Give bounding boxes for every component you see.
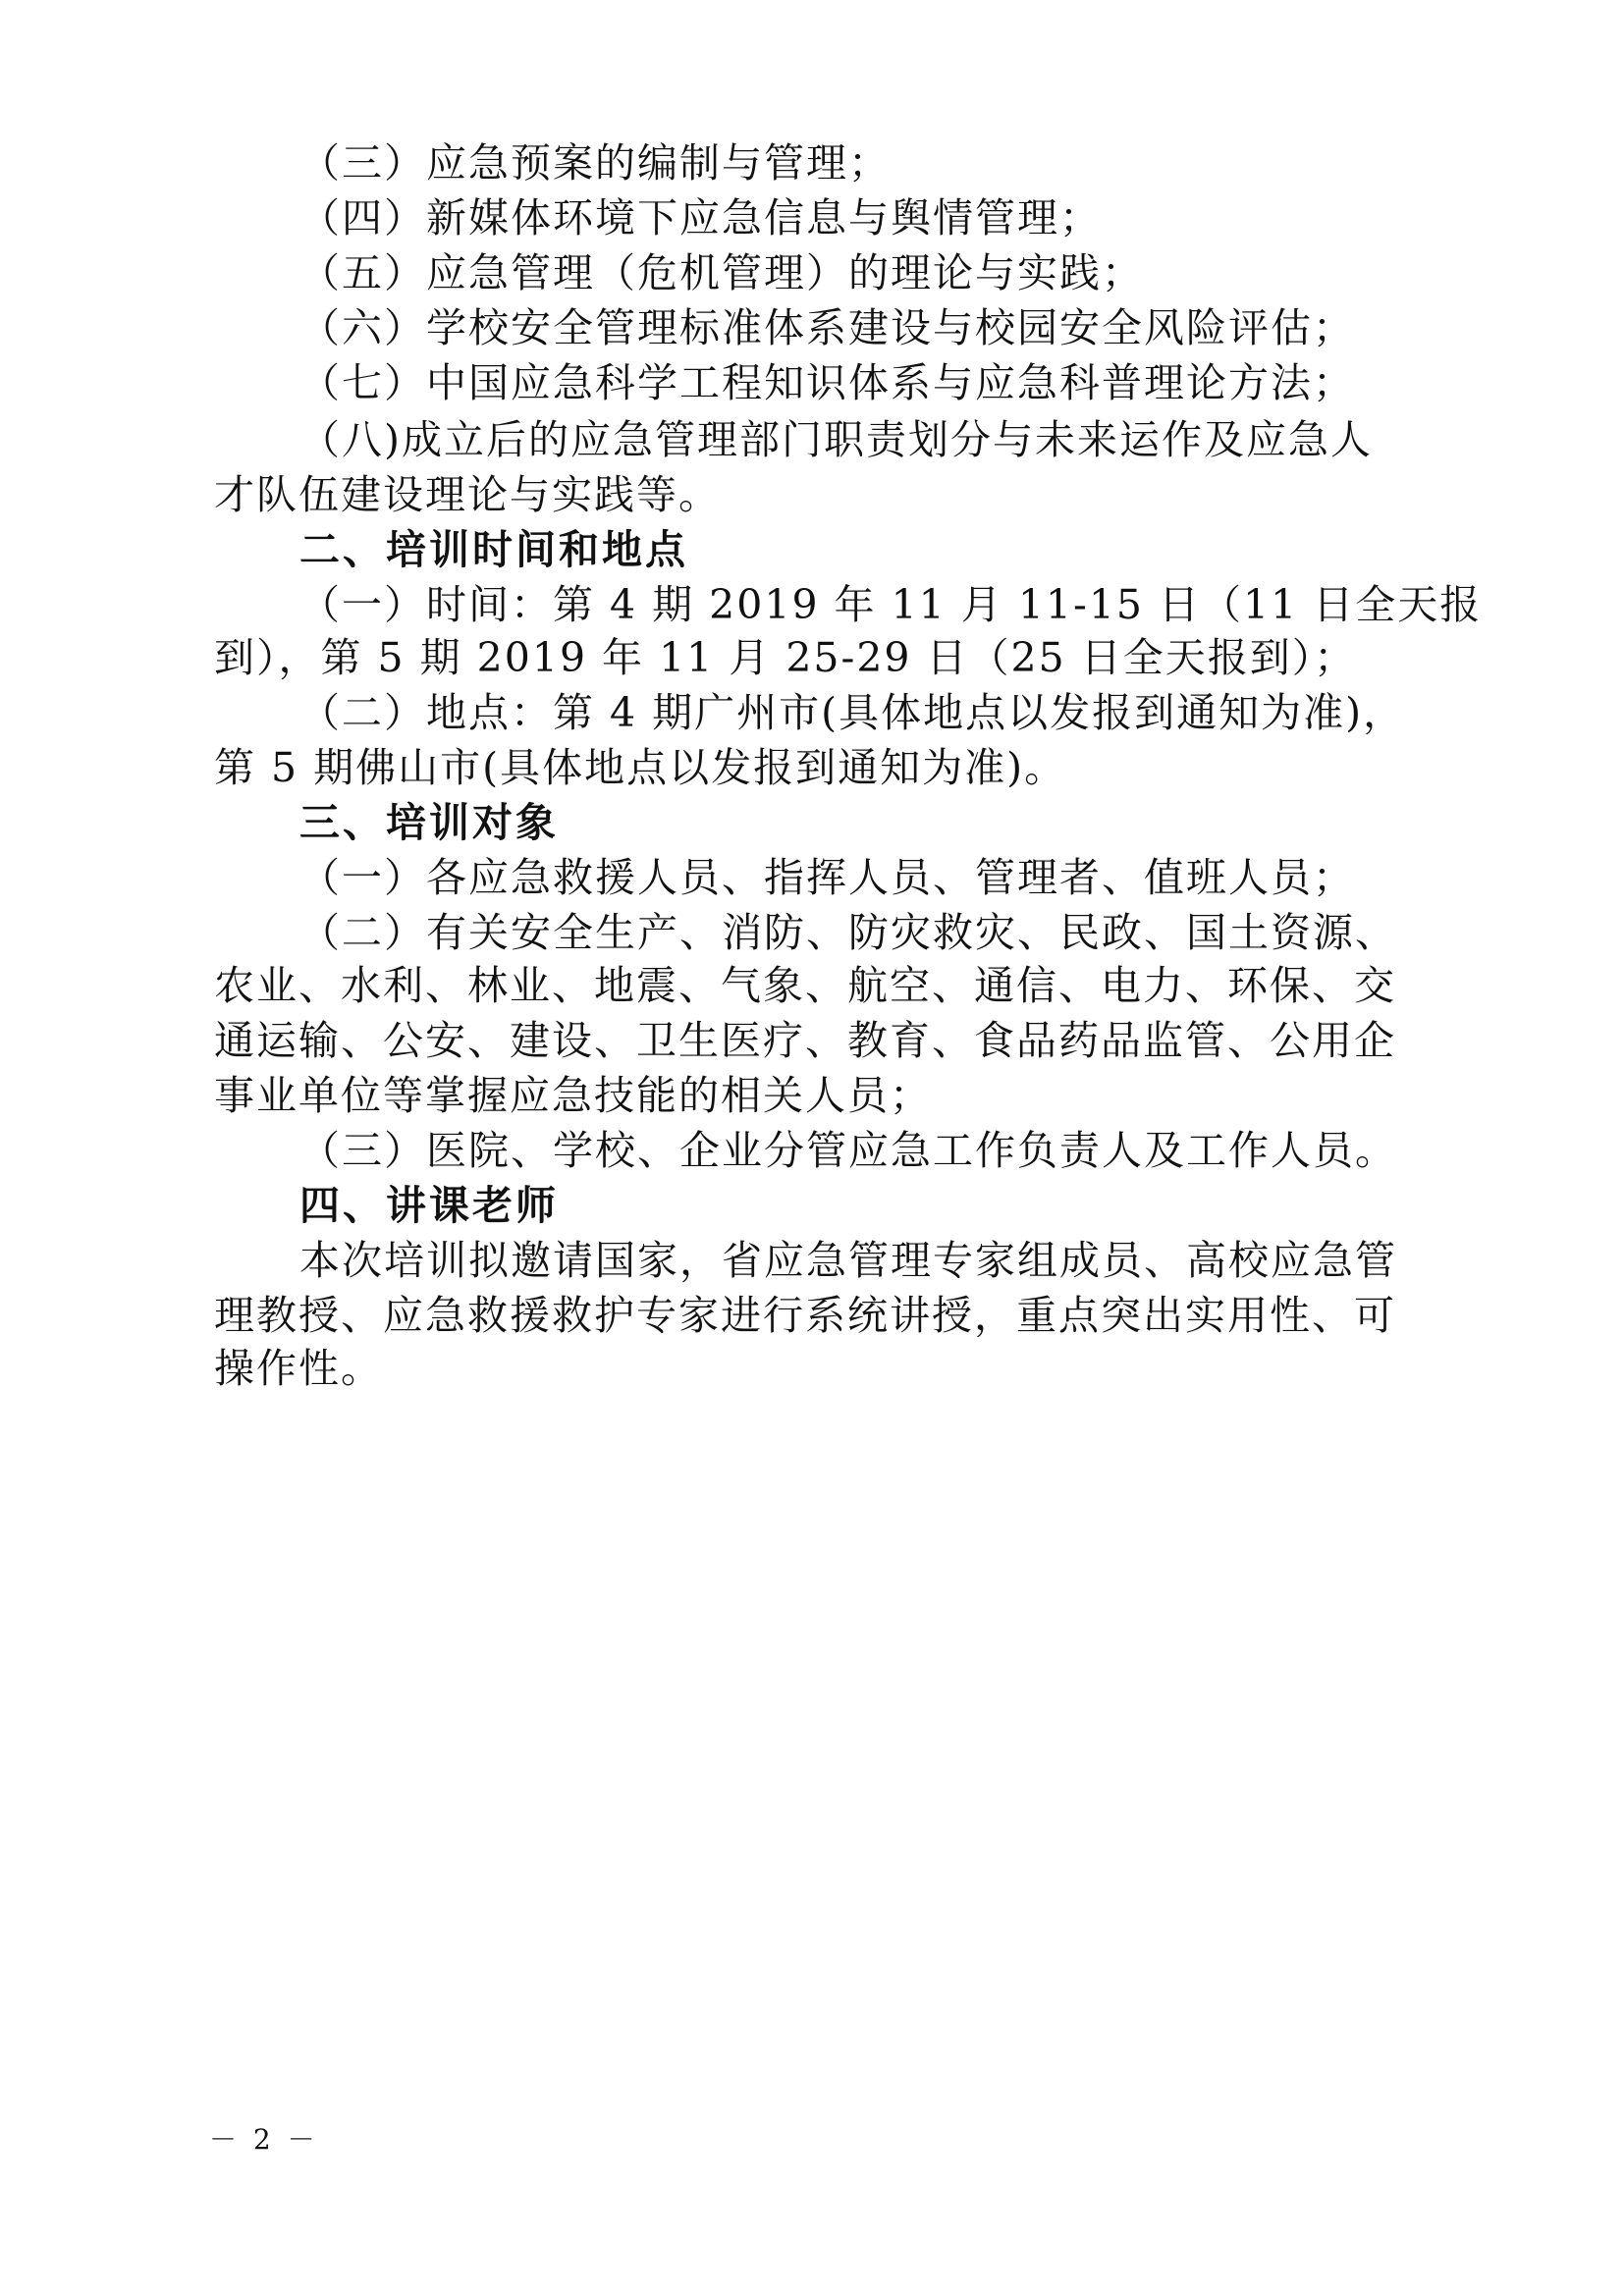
- trainee-item-2-line-2: 农业、水利、林业、地震、气象、航空、通信、电力、环保、交: [214, 962, 1396, 1009]
- section-heading-time-location: 二、培训时间和地点: [299, 526, 688, 573]
- trainee-item-2: （二）有关安全生产、消防、防灾救灾、民政、国土资源、: [299, 909, 1397, 956]
- location-paragraph-continuation: 第 5 期佛山市(具体地点以发报到通知为准)。: [214, 744, 1067, 791]
- list-item-5-crisis-management: （五）应急管理（危机管理）的理论与实践；: [299, 249, 1144, 296]
- location-paragraph: （二）地点：第 4 期广州市(具体地点以发报到通知为准)，: [299, 689, 1406, 736]
- section-heading-lecturers: 四、讲课老师: [299, 1182, 559, 1229]
- time-paragraph: （一）时间：第 4 期 2019 年 11 月 11-15 日（11 日全天报: [299, 581, 1483, 628]
- list-item-6-school-safety: （六）学校安全管理标准体系建设与校园安全风险评估；: [299, 304, 1355, 351]
- list-item-3-emergency-plan: （三）应急预案的编制与管理；: [299, 139, 891, 187]
- page-number: － 2 －: [209, 2123, 319, 2156]
- list-item-4-media-info: （四）新媒体环境下应急信息与舆情管理；: [299, 194, 1102, 241]
- lecturers-paragraph-line-2: 理教授、应急救援救护专家进行系统讲授，重点突出实用性、可: [214, 1292, 1396, 1339]
- trainee-item-3: （三）医院、学校、企业分管应急工作负责人及工作人员。: [299, 1127, 1397, 1174]
- list-item-8-department-duties: （八)成立后的应急管理部门职责划分与未来运作及应急人: [299, 416, 1373, 463]
- trainee-item-1: （一）各应急救援人员、指挥人员、管理者、值班人员；: [299, 854, 1355, 901]
- lecturers-paragraph-line-3: 操作性。: [214, 1345, 383, 1392]
- trainee-item-2-line-4: 事业单位等掌握应急技能的相关人员；: [214, 1072, 932, 1119]
- time-paragraph-continuation: 到），第 5 期 2019 年 11 月 25-29 日（25 日全天报到）；: [214, 634, 1357, 681]
- trainee-item-2-line-3: 通运输、公安、建设、卫生医疗、教育、食品药品监管、公用企: [214, 1017, 1396, 1064]
- list-item-8-continuation: 才队伍建设理论与实践等。: [214, 471, 721, 518]
- list-item-7-emergency-science: （七）中国应急科学工程知识体系与应急科普理论方法；: [299, 359, 1355, 406]
- lecturers-paragraph: 本次培训拟邀请国家，省应急管理专家组成员、高校应急管: [299, 1237, 1397, 1284]
- section-heading-trainees: 三、培训对象: [299, 799, 559, 846]
